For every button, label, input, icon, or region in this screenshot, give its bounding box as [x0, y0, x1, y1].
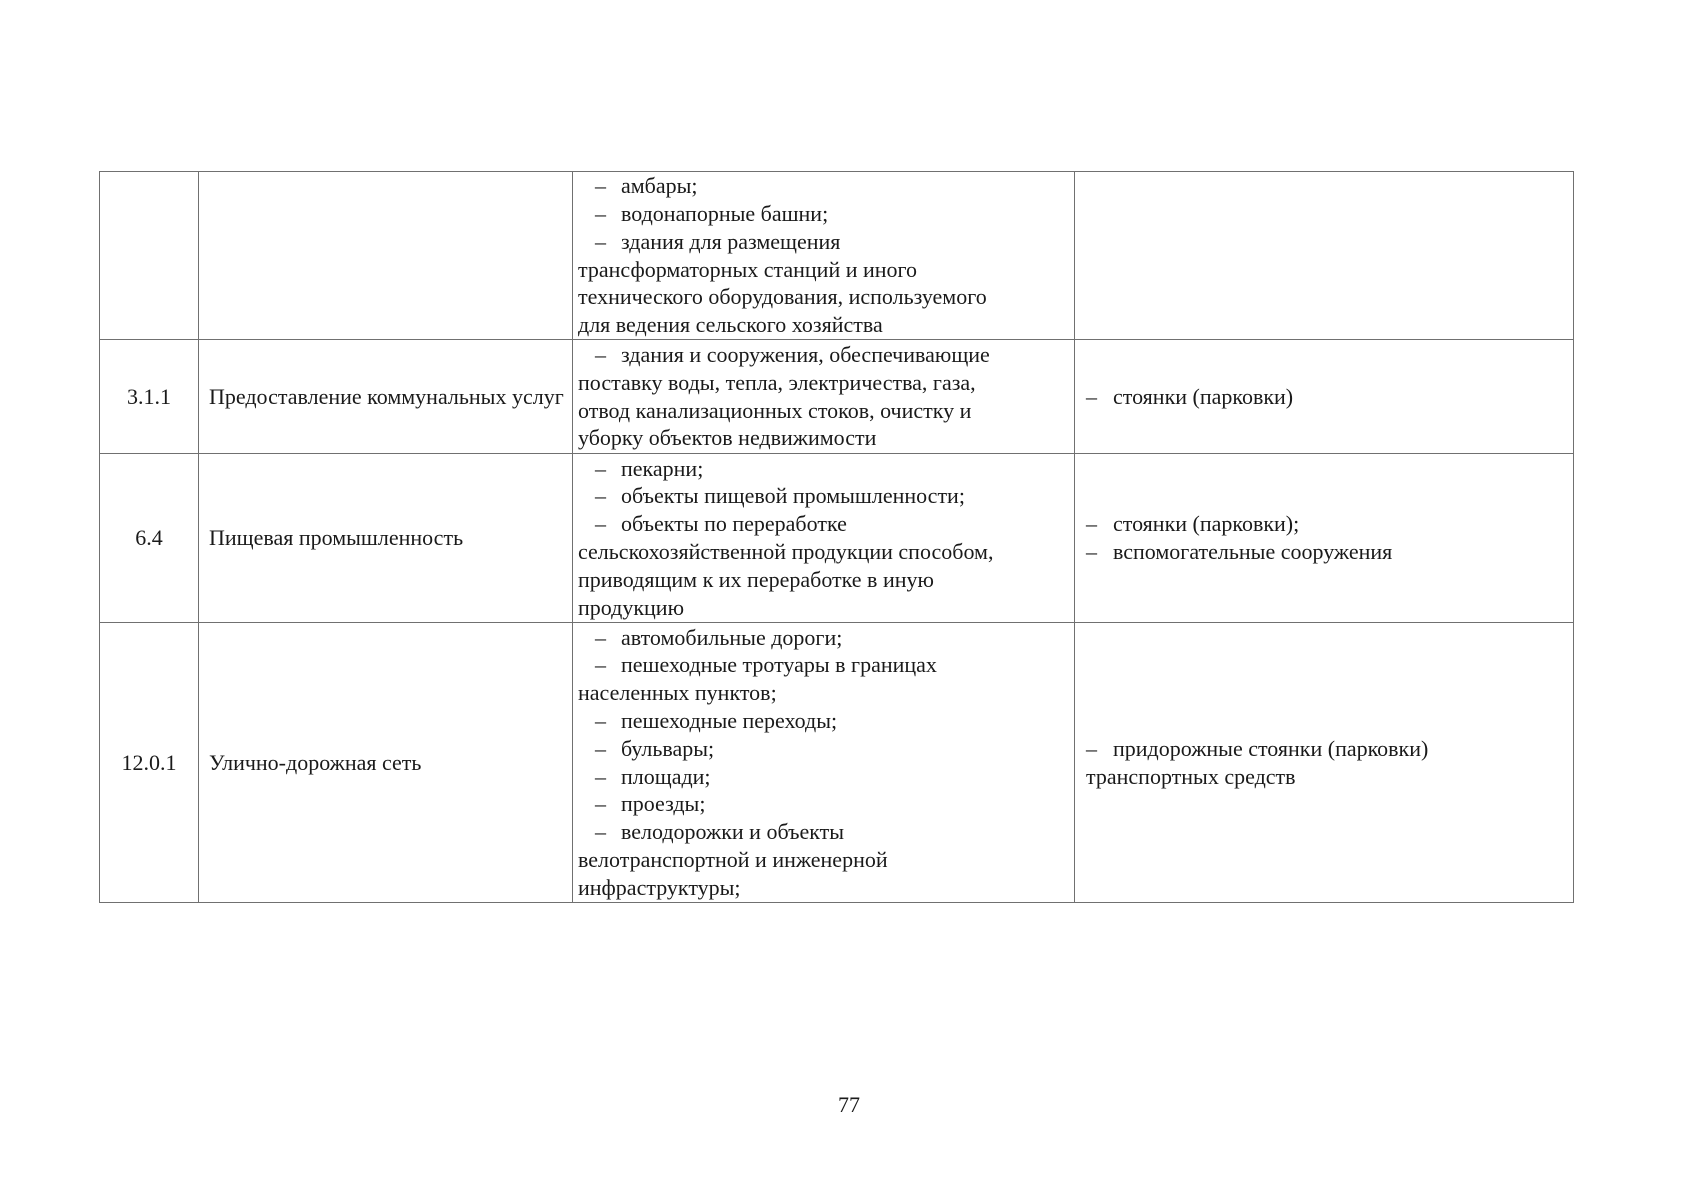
list-item-text: амбары; [621, 173, 698, 199]
table-body [100, 172, 1574, 903]
list-item [578, 510, 1070, 538]
dash-marker: – [595, 707, 606, 733]
list-item [578, 707, 1070, 735]
list-item-text: велотранспортной и инженерной [578, 846, 888, 872]
list-item [578, 200, 1070, 228]
dash-marker: – [595, 173, 606, 199]
list-item [578, 735, 1070, 763]
dash-marker: – [595, 791, 606, 817]
list-item-text: трансформаторных станций и иного [578, 256, 918, 282]
cell-main-uses [573, 340, 1075, 454]
page-number: 77 [838, 1092, 860, 1117]
cell-name [199, 172, 573, 340]
list-item [578, 594, 1070, 622]
list-item [578, 566, 1070, 594]
dash-marker: – [595, 511, 606, 537]
list-item [578, 369, 1070, 397]
cell-code: 12.0.1 [100, 623, 199, 903]
list-item [578, 397, 1070, 425]
cell-name: Улично-дорожная сеть [199, 623, 573, 903]
cell-aux-uses [1075, 172, 1574, 340]
list-item [578, 256, 1070, 284]
list-item-text: вспомогательные сооружения [1113, 539, 1393, 564]
dash-marker: – [595, 819, 606, 845]
list-item-text: здания и сооружения, обеспечивающие [621, 341, 990, 367]
cell-main-uses [573, 623, 1075, 903]
cell-aux-uses [1075, 623, 1574, 903]
cell-name: Предоставление коммунальных услуг [199, 340, 573, 454]
table-row [100, 340, 1574, 454]
list-item-text: водонапорные башни; [621, 200, 829, 226]
dash-marker: – [595, 763, 606, 789]
list-item [578, 482, 1070, 510]
list-item-text: объекты пищевой промышленности; [621, 483, 965, 509]
list-item [578, 538, 1070, 566]
list-item [1086, 763, 1567, 791]
table-row [100, 454, 1574, 623]
dash-marker: – [1086, 735, 1097, 761]
list-item-text: инфраструктуры; [578, 874, 741, 900]
list-item-text: уборку объектов недвижимости [578, 425, 877, 451]
list-item [578, 283, 1070, 311]
list-item [578, 651, 1070, 679]
dash-marker: – [595, 455, 606, 481]
list-item [578, 311, 1070, 339]
list-item-text: стоянки (парковки) [1113, 383, 1294, 409]
cell-name: Пищевая промышленность [199, 454, 573, 623]
list-item-text: автомобильные дороги; [621, 624, 843, 650]
table-row [100, 623, 1574, 903]
list-item [578, 624, 1070, 652]
cell-aux-uses [1075, 340, 1574, 454]
list-item [578, 846, 1070, 874]
list-item-text: велодорожки и объекты [621, 819, 845, 845]
list-item [578, 679, 1070, 707]
dash-marker: – [595, 624, 606, 650]
list-item-text: проезды; [621, 791, 706, 817]
list-item [1086, 510, 1567, 538]
list-item-text: площади; [621, 763, 711, 789]
list-item [578, 424, 1070, 452]
cell-code: 6.4 [100, 454, 199, 623]
dash-marker: – [595, 200, 606, 226]
list-item-text: сельскохозяйственной продукции способом, [578, 539, 994, 564]
table-row [100, 172, 1574, 340]
list-item-text: придорожные стоянки (парковки) [1113, 735, 1429, 761]
list-item-text: пекарни; [621, 455, 704, 481]
dash-marker: – [595, 735, 606, 761]
list-item-text: продукцию [578, 594, 685, 620]
list-item-text: транспортных средств [1086, 763, 1296, 789]
list-item [578, 818, 1070, 846]
list-item [578, 455, 1070, 483]
cell-main-uses [573, 454, 1075, 623]
list-item-text: приводящим к их переработке в иную [578, 566, 934, 592]
dash-marker: – [595, 228, 606, 254]
list-item-text: для ведения сельского хозяйства [578, 312, 883, 338]
dash-marker: – [1086, 511, 1097, 537]
list-item-text: здания для размещения [621, 228, 841, 254]
list-item-text: пешеходные тротуары в границах [621, 652, 937, 678]
cell-code: 3.1.1 [100, 340, 199, 454]
list-item-text: объекты по переработке [621, 511, 847, 537]
cell-main-uses [573, 172, 1075, 340]
list-item-text: населенных пунктов; [578, 680, 777, 706]
list-item [578, 874, 1070, 902]
list-item [578, 763, 1070, 791]
dash-marker: – [595, 483, 606, 509]
dash-marker: – [595, 652, 606, 678]
land-use-table [99, 171, 1574, 903]
list-item-text: поставку воды, тепла, электричества, газа, [578, 369, 976, 395]
list-item-text: отвод канализационных стоков, очистку и [578, 397, 972, 423]
list-item [578, 790, 1070, 818]
list-item-text: пешеходные переходы; [621, 707, 838, 733]
list-item [1086, 383, 1567, 411]
list-item [1086, 538, 1567, 566]
list-item [578, 341, 1070, 369]
dash-marker: – [1086, 539, 1097, 564]
list-item [578, 228, 1070, 256]
list-item [1086, 735, 1567, 763]
list-item-text: стоянки (парковки); [1113, 511, 1300, 537]
cell-code [100, 172, 199, 340]
list-item-text: технического оборудования, используемого [578, 284, 987, 310]
cell-aux-uses [1075, 454, 1574, 623]
list-item-text: бульвары; [621, 735, 715, 761]
dash-marker: – [595, 341, 606, 367]
dash-marker: – [1086, 383, 1097, 409]
list-item [578, 172, 1070, 200]
